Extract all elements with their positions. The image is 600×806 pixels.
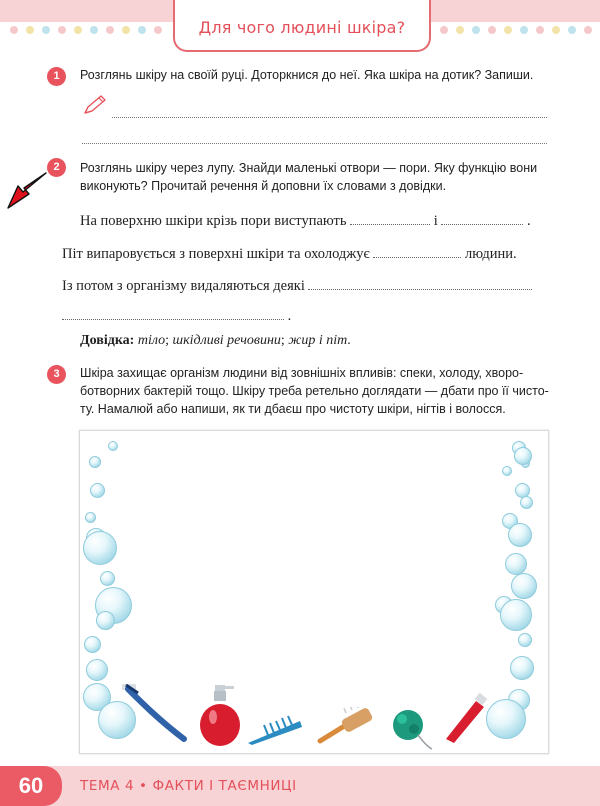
bubble-decoration [518, 633, 532, 647]
bubble-decoration [83, 531, 117, 565]
sentence-3-end: . [287, 308, 292, 324]
hint-end: . [347, 333, 351, 348]
pencil-icon [82, 94, 108, 116]
sentence-3-start: Із потом з організму видаляються деякі [62, 278, 305, 294]
sentence-2 [62, 246, 517, 263]
bubble-decoration [505, 553, 527, 575]
task-number-1: 1 [47, 67, 66, 86]
hint-word-4: піт [326, 333, 348, 348]
hint-box [80, 333, 351, 349]
drawing-frame[interactable] [79, 430, 549, 754]
task-3-line-2: ботворних бактерій тощо. Шкіру треба ретельно доглядати — дбати про її чисто- [80, 384, 549, 398]
sentence-1 [80, 213, 531, 230]
task-2-line-1: Розглянь шкіру через лупу. Знайди маленькі отвори — пори. Яку функцію вони [80, 161, 538, 175]
bubble-decoration [500, 599, 532, 631]
sentence-3 [62, 278, 532, 295]
sentence-3-continued [62, 308, 291, 325]
sentence-1-mid: і [433, 213, 438, 229]
hint-word-1: тіло [137, 333, 166, 348]
answer-line-1[interactable] [112, 117, 547, 118]
blank-2[interactable] [373, 247, 461, 258]
sentence-2-start: Піт випаровується з поверхні шкіри та охолоджує [62, 246, 370, 262]
answer-line-2[interactable] [82, 143, 547, 144]
title-tab [173, 0, 431, 52]
bubble-decoration [100, 571, 115, 586]
bubble-decoration [520, 496, 533, 509]
blank-1b[interactable] [441, 214, 523, 225]
task-2-line-2: виконують? Прочитай речення й доповни їх словами з довідки. [80, 179, 447, 193]
topic-label: ТЕМА 4 • ФАКТИ І ТАЄМНИЦІ [80, 778, 297, 794]
hint-conj: і [318, 333, 323, 348]
bubble-decoration [96, 611, 115, 630]
bubble-decoration [84, 636, 101, 653]
sentence-2-end: людини. [465, 246, 517, 262]
page-title: Для чого людині шкіра? [198, 18, 406, 37]
bubble-decoration [508, 523, 532, 547]
blank-3b[interactable] [62, 309, 284, 320]
bubble-decoration [108, 441, 118, 451]
sentence-1-start: На поверхню шкіри крізь пори виступають [80, 213, 347, 229]
sentence-1-end: . [527, 213, 531, 229]
bubble-decoration [510, 656, 534, 680]
comb-icon [244, 713, 304, 747]
page-number: 60 [0, 766, 62, 806]
arrow-pointer-icon [4, 170, 50, 212]
task-1-text: Розглянь шкіру на своїй руці. Доторкнися до неї. Яка шкіра на дотик? Запиши. [80, 68, 534, 82]
hint-label: Довідка: [80, 333, 135, 348]
bath-sponge-icon [386, 707, 436, 753]
bubble-decoration [486, 699, 526, 739]
hint-word-3: жир [288, 333, 316, 348]
bubble-decoration [85, 512, 96, 523]
blank-3a[interactable] [308, 279, 532, 290]
hint-sep-1: ; [165, 333, 170, 348]
bubble-decoration [89, 456, 101, 468]
bubble-decoration [502, 466, 512, 476]
task-3-line-3: ту. Намалюй або напиши, як ти дбаєш про чистоту шкіри, нігтів і волосся. [80, 402, 506, 416]
task-3-line-1: Шкіра захищає організм людини від зовнішніх впливів: спеки, холоду, хворо- [80, 366, 524, 380]
bubble-decoration [86, 659, 108, 681]
bubble-decoration [90, 483, 105, 498]
bubble-decoration [514, 447, 532, 465]
blank-1a[interactable] [350, 214, 430, 225]
toothpaste-tube-icon [440, 693, 490, 743]
task-number-2: 2 [47, 158, 66, 177]
hint-sep-2: ; [280, 333, 285, 348]
nail-brush-icon [316, 707, 376, 747]
soap-bottle-icon [196, 683, 242, 747]
task-number-3: 3 [47, 365, 66, 384]
bubble-decoration [511, 573, 537, 599]
hint-word-2: шкідливі речовини [172, 333, 281, 348]
toothbrush-icon [120, 681, 188, 743]
